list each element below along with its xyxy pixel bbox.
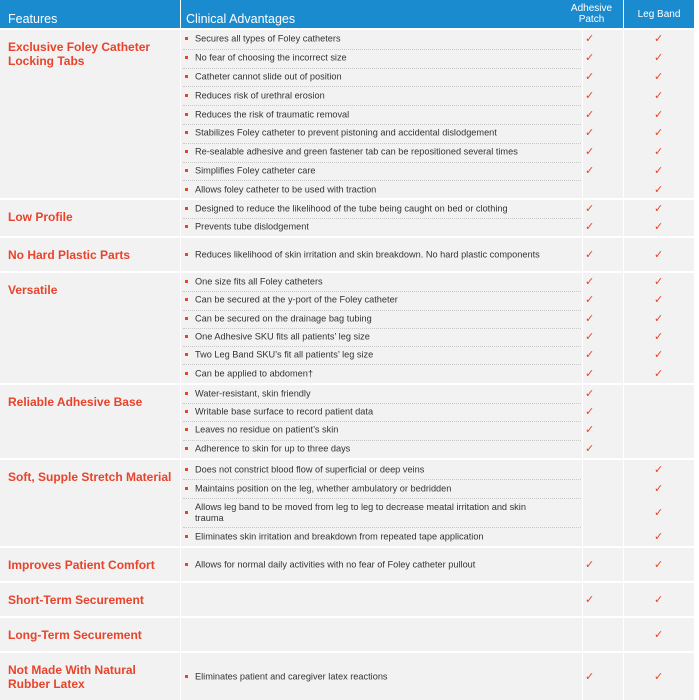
- advantage-text: Eliminates skin irritation and breakdown from repeated tape application: [195, 531, 484, 541]
- advantage-row: [0, 618, 694, 651]
- leg-band-check-icon: ✓: [654, 201, 664, 215]
- advantage-text: Can be secured on the drainage bag tubing: [195, 313, 372, 324]
- feature-group: [0, 460, 694, 546]
- leg-band-check-icon: ✓: [654, 348, 664, 362]
- advantage-text: One Adhesive SKU fits all patients’ leg size: [195, 331, 370, 342]
- leg-band-check-icon: ✓: [654, 329, 664, 343]
- advantage-row: [0, 218, 694, 236]
- feature-name: Soft, Supple Stretch Material: [8, 470, 172, 484]
- adhesive-patch-check-icon: ✓: [585, 126, 595, 140]
- advantage-text: Can be secured at the y-port of the Foley catheter: [195, 294, 398, 305]
- advantage-text: Allows leg band to be moved from leg to leg to decrease meatal irritation and skin trauma: [195, 501, 526, 523]
- advantage-text: Two Leg Band SKU’s fit all patients’ leg size: [195, 349, 374, 360]
- adhesive-patch-check-icon: ✓: [585, 592, 595, 606]
- advantage-row: [0, 421, 694, 439]
- advantage-row: [0, 30, 694, 49]
- advantage-text: Eliminates patient and caregiver latex reactions: [195, 671, 388, 681]
- feature-name: Versatile: [8, 283, 58, 297]
- advantage-row: [0, 238, 694, 271]
- adhesive-patch-check-icon: ✓: [585, 88, 595, 102]
- adhesive-patch-check-icon: ✓: [585, 557, 595, 571]
- advantage-row: [0, 328, 694, 346]
- bullet-icon: [185, 207, 188, 210]
- advantage-row: [0, 548, 694, 581]
- feature-group: [0, 273, 694, 383]
- bullet-icon: [185, 317, 188, 320]
- advantage-row: [0, 440, 694, 458]
- header-advantages: [181, 0, 582, 28]
- leg-band-check-icon: ✓: [654, 462, 664, 476]
- adhesive-patch-check-icon: ✓: [585, 669, 595, 683]
- advantage-row: [0, 498, 694, 527]
- feature-name: Long-Term Securement: [8, 628, 142, 642]
- advantage-text: Stabilizes Foley catheter to prevent pistoning and accidental dislodgement: [195, 127, 497, 138]
- leg-band-check-icon: ✓: [654, 293, 664, 307]
- advantage-row: [0, 68, 694, 87]
- advantage-text: Allows foley catheter to be used with traction: [195, 184, 377, 195]
- adhesive-patch-check-icon: ✓: [585, 219, 595, 233]
- leg-band-check-icon: ✓: [654, 126, 664, 140]
- adhesive-patch-check-icon: ✓: [585, 387, 595, 401]
- advantage-row: [0, 460, 694, 479]
- advantage-text: Catheter cannot slide out of position: [195, 71, 342, 82]
- adhesive-patch-check-icon: ✓: [585, 32, 595, 46]
- bullet-icon: [185, 37, 188, 40]
- advantage-row: [0, 365, 694, 383]
- advantage-row: [0, 385, 694, 403]
- bullet-icon: [185, 280, 188, 283]
- advantage-text: Reduces the risk of traumatic removal: [195, 109, 350, 120]
- advantage-row: [0, 200, 694, 218]
- adhesive-patch-check-icon: ✓: [585, 405, 595, 419]
- advantage-text: Water-resistant, skin friendly: [195, 388, 311, 399]
- advantage-text: Reduces likelihood of skin irritation and skin breakdown. No hard plastic components: [195, 249, 540, 259]
- bullet-icon: [185, 675, 188, 678]
- bullet-icon: [185, 535, 188, 538]
- bullet-icon: [185, 447, 188, 450]
- advantage-text: Adherence to skin for up to three days: [195, 443, 351, 454]
- adhesive-patch-check-icon: ✓: [585, 275, 595, 289]
- feature-name: Low Profile: [8, 210, 73, 224]
- feature-name: Not Made With Natural Rubber Latex: [8, 663, 136, 691]
- advantage-row: [0, 583, 694, 616]
- advantage-row: [0, 273, 694, 291]
- bullet-icon: [185, 113, 188, 116]
- leg-band-check-icon: ✓: [654, 88, 664, 102]
- adhesive-patch-check-icon: ✓: [585, 329, 595, 343]
- bullet-icon: [185, 372, 188, 375]
- leg-band-check-icon: ✓: [654, 592, 664, 606]
- adhesive-patch-check-icon: ✓: [585, 145, 595, 159]
- leg-band-check-icon: ✓: [654, 275, 664, 289]
- advantage-text: Secures all types of Foley catheters: [195, 33, 341, 44]
- leg-band-check-icon: ✓: [654, 51, 664, 65]
- leg-band-check-icon: ✓: [654, 669, 664, 683]
- header-leg-band-label: Leg Band: [637, 8, 681, 20]
- leg-band-check-icon: ✓: [654, 366, 664, 380]
- advantage-text: Does not constrict blood flow of superficial or deep veins: [195, 464, 425, 474]
- header-adhesive-patch: [560, 0, 623, 28]
- leg-band-check-icon: ✓: [654, 247, 664, 261]
- bullet-icon: [185, 131, 188, 134]
- feature-name: Short-Term Securement: [8, 593, 144, 607]
- advantage-text: One size fits all Foley catheters: [195, 276, 323, 287]
- adhesive-patch-check-icon: ✓: [585, 247, 595, 261]
- leg-band-check-icon: ✓: [654, 182, 664, 196]
- adhesive-patch-check-icon: ✓: [585, 441, 595, 455]
- feature-group: [0, 200, 694, 236]
- advantage-row: [0, 310, 694, 328]
- advantage-row: [0, 86, 694, 105]
- leg-band-check-icon: ✓: [654, 311, 664, 325]
- leg-band-check-icon: ✓: [654, 529, 664, 543]
- bullet-icon: [185, 353, 188, 356]
- feature-group: [0, 548, 694, 581]
- advantage-row: [0, 124, 694, 143]
- adhesive-patch-check-icon: ✓: [585, 311, 595, 325]
- bullet-icon: [185, 511, 188, 514]
- adhesive-patch-check-icon: ✓: [585, 293, 595, 307]
- feature-name: Reliable Adhesive Base: [8, 395, 143, 409]
- advantage-row: [0, 49, 694, 68]
- adhesive-patch-check-icon: ✓: [585, 201, 595, 215]
- leg-band-check-icon: ✓: [654, 557, 664, 571]
- advantage-text: Simplifies Foley catheter care: [195, 165, 316, 176]
- advantage-text: Can be applied to abdomen†: [195, 368, 313, 379]
- bullet-icon: [185, 335, 188, 338]
- adhesive-patch-check-icon: ✓: [585, 163, 595, 177]
- bullet-icon: [185, 169, 188, 172]
- advantage-row: [0, 653, 694, 700]
- header-leg-band: [624, 0, 694, 28]
- bullet-icon: [185, 188, 188, 191]
- advantage-row: [0, 346, 694, 364]
- advantage-text: Writable base surface to record patient data: [195, 406, 374, 417]
- advantage-row: [0, 479, 694, 498]
- advantage-text: Prevents tube dislodgement: [195, 221, 309, 232]
- adhesive-patch-check-icon: ✓: [585, 366, 595, 380]
- feature-name: Exclusive Foley Catheter Locking Tabs: [8, 40, 151, 68]
- header-adhesive-patch-label: Adhesive Patch: [570, 3, 613, 25]
- advantage-text: No fear of choosing the incorrect size: [195, 52, 347, 63]
- header-features: [0, 0, 180, 28]
- feature-name: Improves Patient Comfort: [8, 558, 155, 572]
- feature-group: [0, 618, 694, 651]
- bullet-icon: [185, 150, 188, 153]
- leg-band-check-icon: ✓: [654, 481, 664, 495]
- bullet-icon: [185, 392, 188, 395]
- advantage-text: Allows for normal daily activities with no fear of Foley catheter pullout: [195, 559, 476, 569]
- advantage-text: Maintains position on the leg, whether ambulatory or bedridden: [195, 483, 452, 493]
- feature-group: [0, 238, 694, 271]
- advantage-row: [0, 180, 694, 199]
- bullet-icon: [185, 94, 188, 97]
- advantage-row: [0, 143, 694, 162]
- advantage-text: Reduces risk of urethral erosion: [195, 90, 325, 101]
- advantage-row: [0, 105, 694, 124]
- advantage-text: Re-sealable adhesive and green fastener tab can be repositioned several times: [195, 146, 518, 157]
- bullet-icon: [185, 468, 188, 471]
- feature-group: [0, 653, 694, 700]
- bullet-icon: [185, 428, 188, 431]
- feature-group: [0, 30, 694, 198]
- advantage-text: Designed to reduce the likelihood of the tube being caught on bed or clothing: [195, 203, 508, 214]
- leg-band-check-icon: ✓: [654, 69, 664, 83]
- adhesive-patch-check-icon: ✓: [585, 348, 595, 362]
- advantage-row: [0, 291, 694, 309]
- bullet-icon: [185, 563, 188, 566]
- bullet-icon: [185, 253, 188, 256]
- adhesive-patch-check-icon: ✓: [585, 423, 595, 437]
- feature-group: [0, 385, 694, 458]
- bullet-icon: [185, 225, 188, 228]
- advantage-row: [0, 162, 694, 181]
- advantage-row: [0, 403, 694, 421]
- header-advantages-label: Clinical Advantages: [186, 12, 296, 26]
- bullet-icon: [185, 298, 188, 301]
- adhesive-patch-check-icon: ✓: [585, 51, 595, 65]
- leg-band-check-icon: ✓: [654, 163, 664, 177]
- leg-band-check-icon: ✓: [654, 505, 664, 519]
- adhesive-patch-check-icon: ✓: [585, 69, 595, 83]
- advantage-row: [0, 527, 694, 546]
- adhesive-patch-check-icon: ✓: [585, 107, 595, 121]
- feature-group: [0, 583, 694, 616]
- bullet-icon: [185, 56, 188, 59]
- bullet-icon: [185, 75, 188, 78]
- feature-name: No Hard Plastic Parts: [8, 248, 131, 262]
- leg-band-check-icon: ✓: [654, 219, 664, 233]
- header-features-label: Features: [8, 12, 58, 26]
- leg-band-check-icon: ✓: [654, 32, 664, 46]
- advantage-text: Leaves no residue on patient’s skin: [195, 424, 339, 435]
- bullet-icon: [185, 487, 188, 490]
- bullet-icon: [185, 410, 188, 413]
- leg-band-check-icon: ✓: [654, 145, 664, 159]
- leg-band-check-icon: ✓: [654, 107, 664, 121]
- leg-band-check-icon: ✓: [654, 627, 664, 641]
